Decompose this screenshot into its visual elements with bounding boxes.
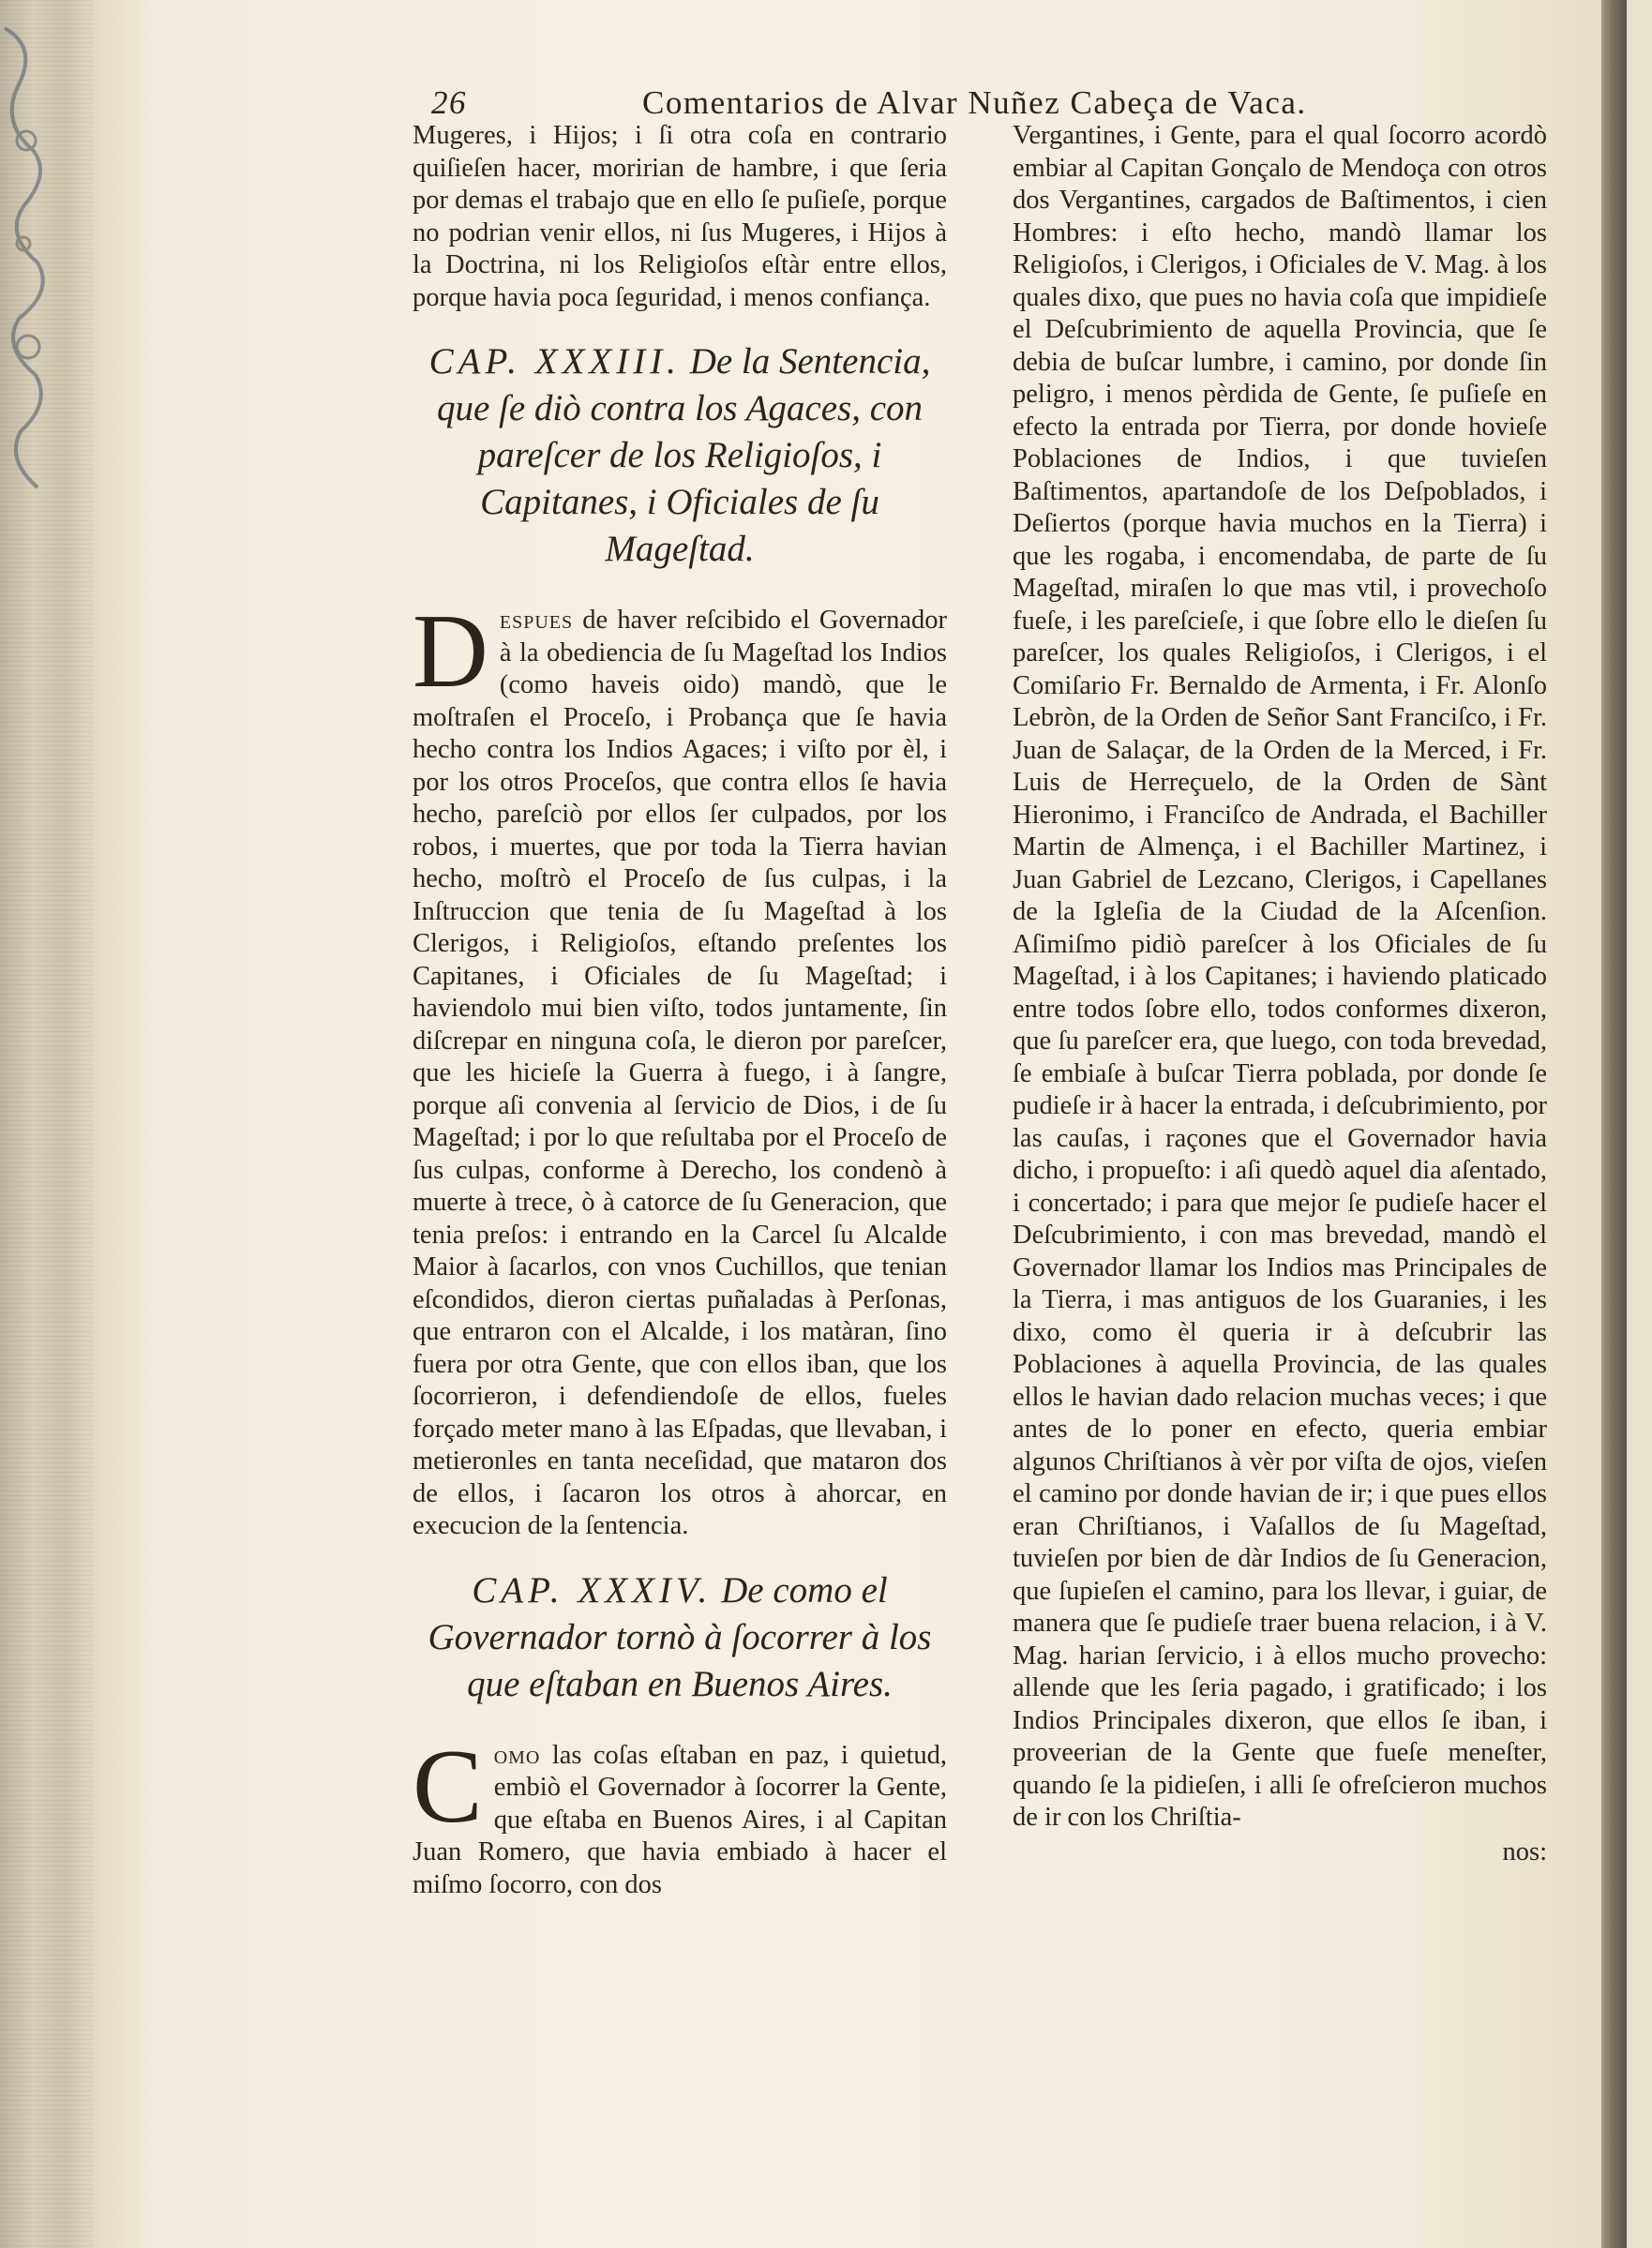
left-column [413,120,947,1901]
paragraph-text: las coſas eſtaban en paz, i quietud, embiò el Governador à ſocorrer la Gente, que eſtaba en Buenos Aires, i al Capitan Juan Romero, que havia embiado à hacer el miſmo ſocorro, con dos [413,1740,948,1899]
chapter-heading-34 [422,1567,938,1708]
paragraph-text: de haver reſcibido el Governador à la obediencia de ſu Mageſtad los Indios (como haveis oido) mandò, que le moſtraſen el Proceſo, i Probança que ſe havia hecho contra los Indios Agaces; i viſto por èl, i por los otros Proceſos, que contra ellos ſe havia hecho, pareſciò por ellos ſer culpados, por los robos, i muertes, que por toda la Tierra havian hecho, moſtrò el Proceſo de ſus culpas, i la Inſtruccion que tenia de ſu Mageſtad à los Clerigos, i Religioſos, eſtando preſentes los Capitanes, i Oficiales de ſu Mageſtad; i haviendolo mui bien viſto, todos juntamente, ſin diſcrepar en ninguna coſa, le dieron por pareſcer, que les hicieſe la Guerra à fuego, i à ſangre, porque aſi convenia al ſervicio de Dios, i de ſu Mageſtad; i por lo que reſultaba por el Proceſo de ſus culpas, conforme à Derecho, los condenò à muerte à trece, ò à catorce de ſu Generacion, que tenia preſos: i entrando en la Carcel ſu Alcalde Maior à ſacarlos, con vnos Cuchillos, que tenian eſcondidos, dieron ciertas puñaladas à Perſonas, que entraron con el Alcalde, i los matàran, ſino fuera por otra Gente, que con ellos iban, que los ſocorrieron, i defendiendoſe de ellos, fueles forçado meter mano à las Eſpadas, que llevaban, i metieronles en tanta neceſidad, que mataron dos de ellos, i ſacaron los otros à ahorcar, en execucion de la ſentencia. [413,606,947,1540]
marbled-ornament [0,9,56,506]
catchword: nos: [1502,1836,1547,1866]
running-title: Comentarios de Alvar Nuñez Cabeça de Vaca. [642,84,1307,121]
drop-capital: D [413,593,488,710]
chapter-heading-33 [422,338,938,573]
opening-word: espues [499,606,574,635]
chapter-number: CAP. XXXIII. [428,341,681,382]
chapter-title: De como el Governador tornò à ſocorrer à los que eſtaban en Buenos Aires. [428,1569,932,1704]
chapter-34-paragraph [413,1728,948,1902]
opening-paragraph: Mugeres, i Hijos; i ſi otra coſa en contrario quiſieſen hacer, moririan de hambre, i que ſeria por demas el trabajo que en ello ſe puſieſe, porque no podrian venir ellos, ni ſus Mugeres, i Hijos à la Doctrina, ni los Religioſos eſtàr entre ellos, porque havia poca ſeguridad, i menos confiança. [413,121,947,312]
page-number: 26 [431,84,467,121]
opening-word: omo [493,1740,541,1770]
drop-capital: C [413,1728,483,1845]
chapter-title: De la Sentencia, que ſe diò contra los Agaces, con pareſcer de los Religioſos, i Capitanes, i Oficiales de ſu Mageſtad. [436,341,931,569]
book-fore-edge [0,0,94,2248]
right-column [1013,120,1547,1868]
right-column-paragraph: Vergantines, i Gente, para el qual ſocorro acordò embiar al Capitan Gonçalo de Mendoça con otros dos Vergantines, cargados de Baſtimentos, i cien Hombres: i eſto hecho, mandò llamar los Religioſos, i Clerigos, i Oficiales de V. Mag. à los quales dixo, que pues no havia coſa que impidieſe el Deſcubrimiento de aquella Provincia, que ſe debia de buſcar lumbre, i camino, por donde ſin peligro, i menos pèrdida de Gente, ſe puſieſe en efecto la entrada por Tierra, por donde hovieſe Poblaciones de Indios, i que tuvieſen Baſtimentos, apartandoſe de los Deſpoblados, i Deſiertos (porque havia muchos en la Tierra) i que les rogaba, i encomendaba, de parte de ſu Mageſtad, miraſen lo que mas vtil, i provechoſo fueſe, i les pareſcieſe, i que ſobre ello le dieſen ſu pareſcer, los quales Religioſos, i Clerigos, i el Comiſario Fr. Bernaldo de Armenta, i Fr. Alonſo Lebròn, de la Orden de Señor Sant Franciſco, i Fr. Juan de Salaçar, de la Orden de la Merced, i Fr. Luis de Herreçuelo, de la Orden de Sànt Hieronimo, i Franciſco de Andrada, el Bachiller Martin de Almença, i el Bachiller Martinez, i Juan Gabriel de Lezcano, Clerigos, i Capellanes de la Igleſia de la Ciudad de la Aſcenſion. Aſimiſmo pidiò pareſcer à los Oficiales de ſu Mageſtad, i à los Capitanes; i haviendo platicado entre todos ſobre ello, todos conformes dixeron, que ſu pareſcer era, que luego, con toda brevedad, ſe embiaſe à buſcar Tierra poblada, por donde ſe pudieſe ir à hacer la entrada, i deſcubrimiento, por las cauſas, i raçones que el Governador havia dicho, i propueſto: i aſi quedò aquel dia aſentado, i concertado; i para que mejor ſe pudieſe hacer el Deſcubrimiento, i con mas brevedad, mandò el Governador llamar los Indios mas Principales de la Tierra, i mas antiguos de los Guaranies, i les dixo, como èl queria ir à deſcubrir las Poblaciones à aquella Provincia, de las quales ellos le havian dado relacion muchas veces; i que antes de lo poner en efecto, queria embiar algunos Chriſtianos à vèr por viſta de ojos, vieſen el camino por donde havian de ir; i que pues ellos eran Chriſtianos, i Vaſallos de ſu Mageſtad, tuvieſen por bien de dàr Indios de ſu Generacion, que ſupieſen el camino, para los llevar, i guiar, de manera que ſe pudieſe traer buena relacion, i à V. Mag. harian ſervicio, i à ellos mucho provecho: allende que les ſeria pagado, i gratificado; i los Indios Principales dixeron, que ellos ſe iban, i proveerian de la Gente que fueſe meneſter, quando ſe la pidieſen, i alli ſe ofreſcieron muchos de ir con los Chriſtia- [1013,121,1547,1832]
chapter-33-paragraph [413,593,947,1543]
book-binding [1601,0,1627,2248]
chapter-number: CAP. XXXIV. [472,1569,713,1611]
